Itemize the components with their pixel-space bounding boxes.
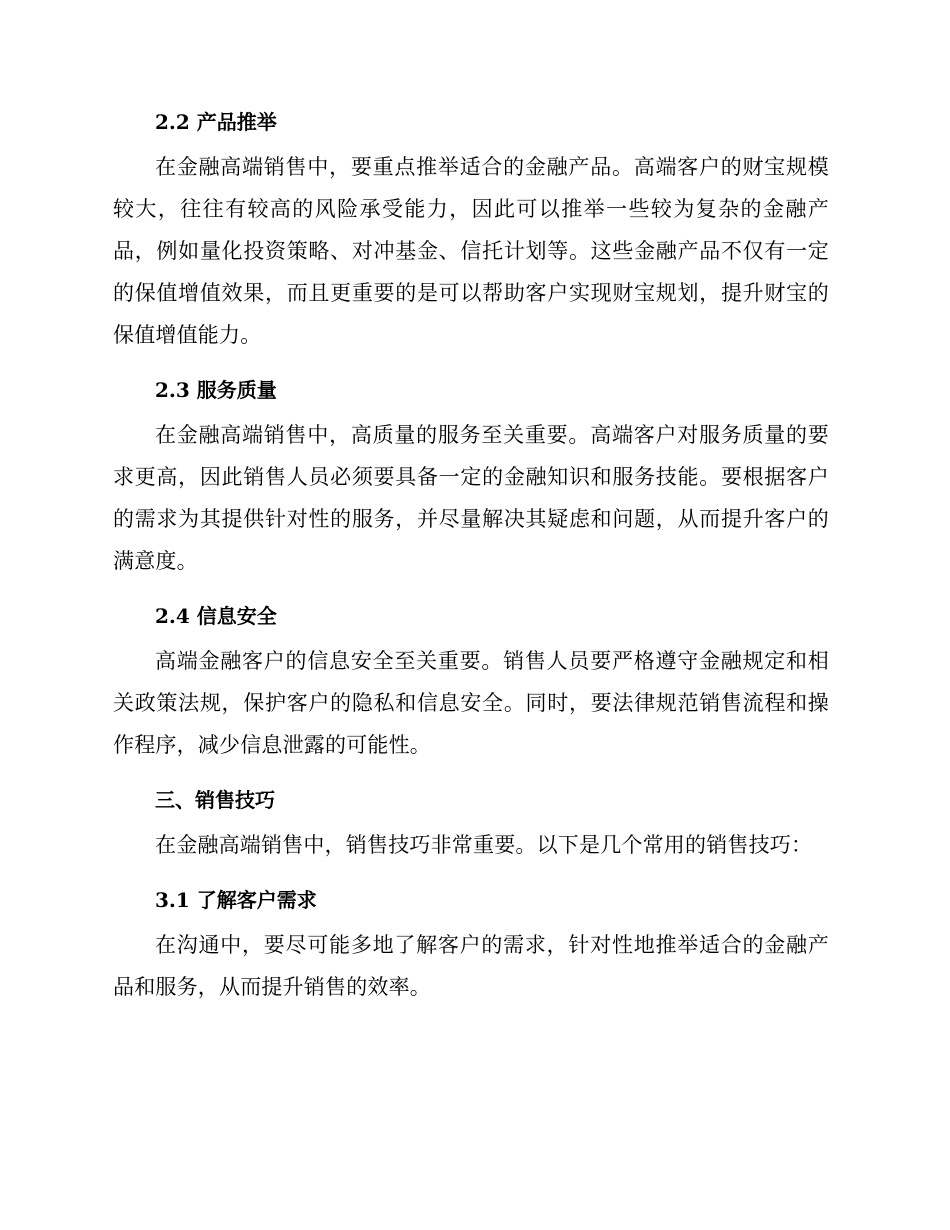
section-heading-3-1: 3.1 了解客户需求 <box>155 888 317 912</box>
section-heading-2-2: 2.2 产品推举 <box>155 110 277 134</box>
section-paragraph-2-3: 在金融高端销售中，高质量的服务至关重要。高端客户对服务质量的要求更高，因此销售人员必须要具备一定的金融知识和服务技能。要根据客户的需求为其提供针对性的服务，并尽量解决其疑虑和问题，从而提升客户的满意度。 <box>113 423 829 573</box>
section-paragraph-2-2: 在金融高端销售中，要重点推举适合的金融产品。高端客户的财宝规模较大，往往有较高的风险承受能力，因此可以推举一些较为复杂的金融产品，例如量化投资策略、对冲基金、信托计划等。这些金融产品不仅有一定的保值增值效果，而且更重要的是可以帮助客户实现财宝规划，提升财宝的保值增值能力。 <box>113 155 829 347</box>
section-heading-2-4: 2.4 信息安全 <box>155 604 277 628</box>
section-paragraph-3-1: 在沟通中，要尽可能多地了解客户的需求，针对性地推举适合的金融产品和服务，从而提升销售的效率。 <box>113 933 829 999</box>
section-paragraph-3: 在金融高端销售中，销售技巧非常重要。以下是几个常用的销售技巧： <box>155 833 813 857</box>
section-heading-3: 三、销售技巧 <box>155 788 275 812</box>
document-body <box>113 108 829 1008</box>
section-paragraph-2-4: 高端金融客户的信息安全至关重要。销售人员要严格遵守金融规定和相关政策法规，保护客户的隐私和信息安全。同时，要法律规范销售流程和操作程序，减少信息泄露的可能性。 <box>113 649 829 757</box>
section-heading-2-3: 2.3 服务质量 <box>155 378 277 402</box>
